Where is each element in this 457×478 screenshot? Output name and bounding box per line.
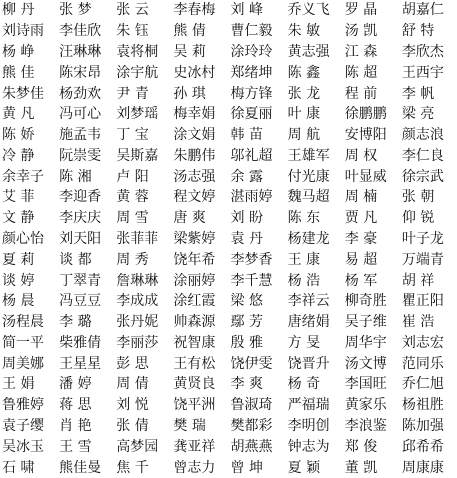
name-cell: 冷 静 xyxy=(2,147,35,164)
name-cell: 吴 莉 xyxy=(173,43,206,60)
name-cell: 陈 超 xyxy=(344,64,378,81)
name-cell: 周 权 xyxy=(344,147,378,164)
name-cell: 涂文娟 xyxy=(173,127,216,144)
name-cell: 李成成 xyxy=(116,293,159,310)
name-cell: 梅幸娟 xyxy=(173,106,216,123)
name-cell: 柳 丹 xyxy=(2,2,35,19)
name-cell: 饶晋升 xyxy=(287,355,330,372)
name-cell: 陈 鑫 xyxy=(287,64,321,81)
name-cell: 叶子龙 xyxy=(401,230,444,247)
name-cell: 周 雪 xyxy=(116,210,149,227)
name-cell: 吴子维 xyxy=(344,314,387,331)
name-cell: 刘 盼 xyxy=(230,210,263,227)
name-cell: 詹琳琳 xyxy=(116,272,159,289)
name-cell: 杨 奇 xyxy=(287,376,321,393)
name-cell: 余幸子 xyxy=(2,168,44,185)
name-cell: 王 康 xyxy=(287,251,321,268)
name-cell: 孙 琪 xyxy=(173,85,206,102)
name-cell: 焦 千 xyxy=(116,459,149,476)
name-cell: 周康康 xyxy=(401,459,444,476)
name-cell: 杨祖胜 xyxy=(401,397,444,414)
name-cell: 程文婷 xyxy=(173,189,216,206)
name-cell: 舒 特 xyxy=(401,23,435,40)
name-cell: 钟志为 xyxy=(287,438,330,455)
name-cell: 刘 峰 xyxy=(230,2,263,19)
name-cell: 龚亚祥 xyxy=(173,438,216,455)
name-cell: 李 璐 xyxy=(59,314,92,331)
name-cell: 韩 苗 xyxy=(230,127,263,144)
name-cell: 李春梅 xyxy=(173,2,216,19)
name-cell: 曾 坤 xyxy=(230,459,263,476)
name-cell: 涂玲玲 xyxy=(230,43,273,60)
name-cell: 徐夏丽 xyxy=(230,106,273,123)
name-cell: 李 爽 xyxy=(230,376,263,393)
name-cell: 黄 蓉 xyxy=(116,189,149,206)
name-cell: 蒋 思 xyxy=(59,397,92,414)
name-cell: 李祥云 xyxy=(287,293,330,310)
name-cell: 杨 浩 xyxy=(287,272,321,289)
name-cell: 杨建龙 xyxy=(287,230,330,247)
name-cell: 余 露 xyxy=(230,168,263,185)
name-cell: 李千慧 xyxy=(230,272,273,289)
name-cell: 袁 丹 xyxy=(230,230,263,247)
name-cell: 颜志浪 xyxy=(401,127,444,144)
name-cell: 涂宇航 xyxy=(116,64,159,81)
name-cell: 梁紫婷 xyxy=(173,230,216,247)
name-cell: 冯可心 xyxy=(59,106,102,123)
name-cell: 饶平洲 xyxy=(173,397,216,414)
name-cell: 胡 祥 xyxy=(401,272,435,289)
name-cell: 李佳欣 xyxy=(59,23,102,40)
name-cell: 叶 康 xyxy=(287,106,321,123)
name-cell: 周华宇 xyxy=(344,334,387,351)
name-cell: 叶显威 xyxy=(344,168,387,185)
name-cell: 付光康 xyxy=(287,168,330,185)
name-cell: 张 梦 xyxy=(59,2,92,19)
name-cell: 易 超 xyxy=(344,251,378,268)
name-cell: 阮崇雯 xyxy=(59,147,102,164)
name-cell: 艾 菲 xyxy=(2,189,35,206)
name-cell: 王 娟 xyxy=(2,376,35,393)
name-cell: 黄家乐 xyxy=(344,397,387,414)
name-cell: 祝智康 xyxy=(173,334,216,351)
name-cell: 汪琳琳 xyxy=(59,43,102,60)
name-cell: 范同乐 xyxy=(401,355,444,372)
name-cell: 周 秀 xyxy=(116,251,149,268)
name-cell: 仰 锐 xyxy=(401,210,435,227)
name-cell: 王星星 xyxy=(59,355,102,372)
name-cell: 汤文博 xyxy=(344,355,387,372)
name-cell: 朱 钰 xyxy=(116,23,149,40)
name-cell: 周 航 xyxy=(287,127,321,144)
name-cell: 樊 瑞 xyxy=(173,418,206,435)
name-cell: 肖 艳 xyxy=(59,418,92,435)
name-cell: 黄贤良 xyxy=(173,376,216,393)
name-cell: 曹仁毅 xyxy=(230,23,273,40)
name-cell: 袁子缨 xyxy=(2,418,44,435)
name-cell: 梁 亮 xyxy=(401,106,435,123)
name-cell: 程 前 xyxy=(344,85,378,102)
name-cell: 杨 晨 xyxy=(2,293,35,310)
name-cell: 彭 思 xyxy=(116,355,149,372)
name-cell: 吴冰玉 xyxy=(2,438,44,455)
name-cell: 柳奇胜 xyxy=(344,293,387,310)
name-cell: 陈宋昂 xyxy=(59,64,102,81)
name-cell: 王雄军 xyxy=(287,147,330,164)
name-cell: 饶伊雯 xyxy=(230,355,273,372)
name-cell: 刘诗雨 xyxy=(2,23,44,40)
name-cell: 唐绪娟 xyxy=(287,314,330,331)
name-cell: 帅森源 xyxy=(173,314,216,331)
name-cell: 潘 婷 xyxy=(59,376,92,393)
name-cell: 周 楠 xyxy=(344,189,378,206)
name-cell: 徐宗武 xyxy=(401,168,444,185)
name-cell: 李国旺 xyxy=(344,376,387,393)
name-cell: 涂丽婷 xyxy=(173,272,216,289)
name-cell: 杨 峥 xyxy=(2,43,35,60)
name-cell: 贾 凡 xyxy=(344,210,378,227)
name-cell: 刘 悦 xyxy=(116,397,149,414)
name-cell: 简一平 xyxy=(2,334,44,351)
name-cell: 李庆庆 xyxy=(59,210,102,227)
name-cell: 颜心怡 xyxy=(2,230,44,247)
name-cell: 吴斯嘉 xyxy=(116,147,159,164)
name-cell: 乔仁旭 xyxy=(401,376,444,393)
name-cell: 张菲菲 xyxy=(116,230,159,247)
name-cell: 江 森 xyxy=(344,43,378,60)
name-cell: 鲁淑琦 xyxy=(230,397,273,414)
name-cell: 李梦香 xyxy=(230,251,273,268)
name-cell: 李丽莎 xyxy=(116,334,159,351)
name-cell: 陈加强 xyxy=(401,418,444,435)
name-cell: 尹 青 xyxy=(116,85,149,102)
name-cell: 郑 俊 xyxy=(344,438,378,455)
name-cell: 夏 莉 xyxy=(2,251,35,268)
name-cell: 李明创 xyxy=(287,418,330,435)
name-cell: 王西宇 xyxy=(401,64,444,81)
name-cell: 陈 娇 xyxy=(2,127,35,144)
name-cell: 朱鹏伟 xyxy=(173,147,216,164)
name-cell: 梅方锋 xyxy=(230,85,273,102)
name-cell: 湛雨婷 xyxy=(230,189,273,206)
name-cell: 胡燕燕 xyxy=(230,438,273,455)
name-cell: 史冰村 xyxy=(173,64,216,81)
name-cell: 熊佳曼 xyxy=(59,459,102,476)
name-cell: 张 龙 xyxy=(287,85,321,102)
name-cell: 乔义飞 xyxy=(287,2,330,19)
name-cell: 夏 颖 xyxy=(287,459,321,476)
name-cell: 瞿正阳 xyxy=(401,293,444,310)
name-cell: 饶年希 xyxy=(173,251,216,268)
name-cell: 崔 浩 xyxy=(401,314,435,331)
name-cell: 杨 军 xyxy=(344,272,378,289)
name-cell: 汤 凯 xyxy=(344,23,378,40)
name-cell: 黄 凡 xyxy=(2,106,35,123)
name-cell: 朱梦佳 xyxy=(2,85,44,102)
name-cell: 李 豪 xyxy=(344,230,378,247)
name-cell: 胡嘉仁 xyxy=(401,2,444,19)
name-cell: 唐 爽 xyxy=(173,210,206,227)
name-cell: 高梦园 xyxy=(116,438,159,455)
name-cell: 施孟韦 xyxy=(59,127,102,144)
name-cell: 丁 宝 xyxy=(116,127,149,144)
name-cell: 汤程晨 xyxy=(2,314,44,331)
name-cell: 鄢 芳 xyxy=(230,314,263,331)
name-cell: 丁翠青 xyxy=(59,272,102,289)
name-cell: 张丹妮 xyxy=(116,314,159,331)
name-cell: 董 凯 xyxy=(344,459,378,476)
name-cell: 魏马超 xyxy=(287,189,330,206)
name-cell: 李 帆 xyxy=(401,85,435,102)
name-cell: 谈 都 xyxy=(59,251,92,268)
name-cell: 殷 雅 xyxy=(230,334,263,351)
name-cell: 谈 婷 xyxy=(2,272,35,289)
name-cell: 邱希希 xyxy=(401,438,444,455)
name-cell: 熊 倩 xyxy=(173,23,206,40)
name-cell: 汤志强 xyxy=(173,168,216,185)
name-cell: 曾志力 xyxy=(173,459,216,476)
name-cell: 鲁雅婷 xyxy=(2,397,44,414)
name-cell: 王 雪 xyxy=(59,438,92,455)
name-cell: 黄志强 xyxy=(287,43,330,60)
name-cell: 张 朝 xyxy=(401,189,435,206)
name-cell: 柴雅倩 xyxy=(59,334,102,351)
name-cell: 安博阳 xyxy=(344,127,387,144)
name-cell: 刘志宏 xyxy=(401,334,444,351)
name-cell: 袁将桐 xyxy=(116,43,159,60)
name-cell: 万端青 xyxy=(401,251,444,268)
name-cell: 周美娜 xyxy=(2,355,44,372)
name-cell: 周 倩 xyxy=(116,376,149,393)
name-cell: 李仁良 xyxy=(401,147,444,164)
name-cell: 李浪鉴 xyxy=(344,418,387,435)
name-cell: 陈 湘 xyxy=(59,168,92,185)
name-cell: 李迎香 xyxy=(59,189,102,206)
name-cell: 罗 晶 xyxy=(344,2,378,19)
name-cell: 张 倩 xyxy=(116,418,149,435)
name-cell: 王有松 xyxy=(173,355,216,372)
name-cell: 卢 阳 xyxy=(116,168,149,185)
name-cell: 严福瑞 xyxy=(287,397,330,414)
name-cell: 陈 东 xyxy=(287,210,321,227)
name-cell: 张 云 xyxy=(116,2,149,19)
name-cell: 熊 佳 xyxy=(2,64,35,81)
name-cell: 李欣杰 xyxy=(401,43,444,60)
name-cell: 方 旻 xyxy=(287,334,321,351)
name-cell: 冯豆豆 xyxy=(59,293,102,310)
name-cell: 涂红霞 xyxy=(173,293,216,310)
name-cell: 樊都彩 xyxy=(230,418,273,435)
name-cell: 徐鹏鹏 xyxy=(344,106,387,123)
name-cell: 刘梦瑶 xyxy=(116,106,159,123)
name-cell: 梁 悠 xyxy=(230,293,263,310)
name-cell: 石 啸 xyxy=(2,459,35,476)
name-cell: 刘天阳 xyxy=(59,230,102,247)
name-cell: 文 静 xyxy=(2,210,35,227)
name-cell: 朱 敏 xyxy=(287,23,321,40)
name-cell: 邬礼超 xyxy=(230,147,273,164)
name-cell: 杨劲欢 xyxy=(59,85,102,102)
name-cell: 郑绪坤 xyxy=(230,64,273,81)
